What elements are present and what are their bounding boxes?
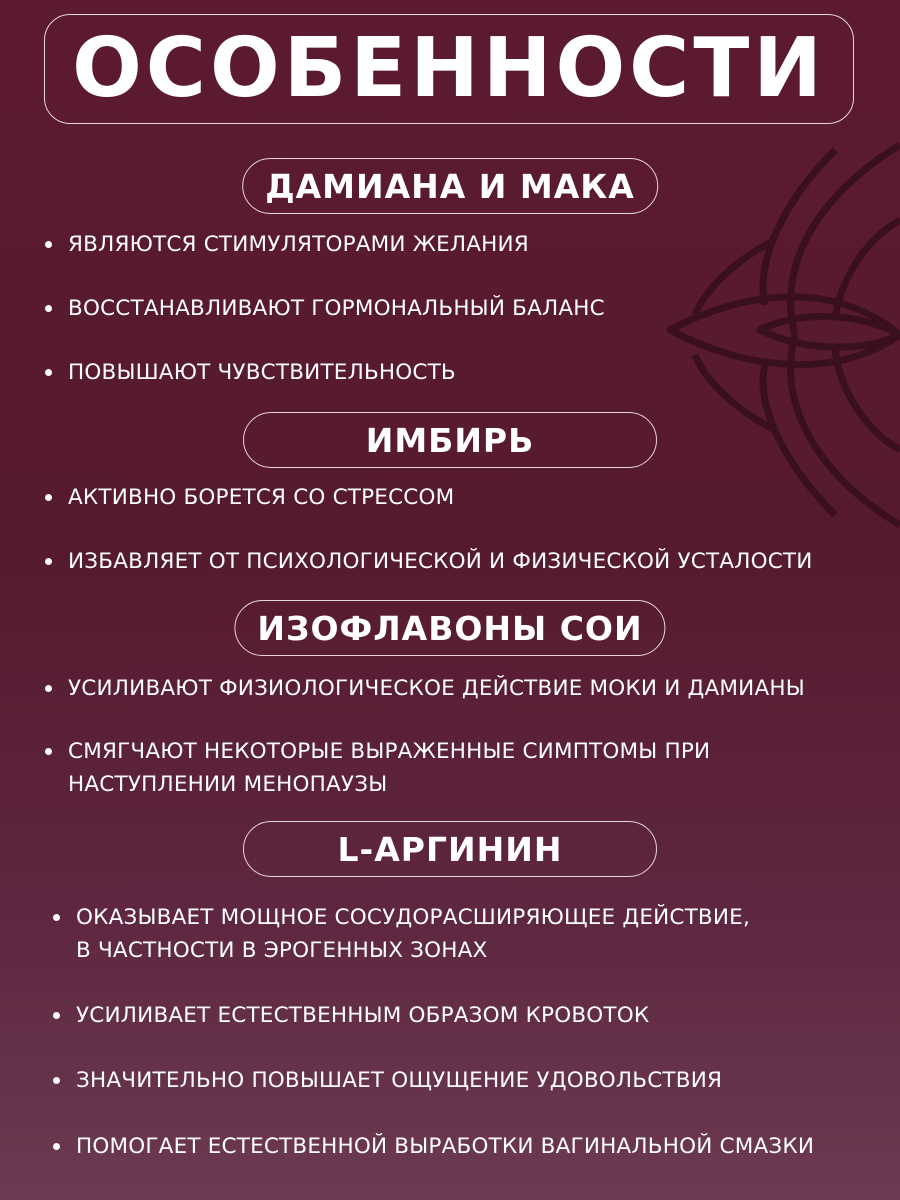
bullet-icon bbox=[45, 748, 52, 755]
bullet-icon bbox=[45, 369, 52, 376]
bullet-icon bbox=[53, 1143, 60, 1150]
bullet-icon bbox=[45, 494, 52, 501]
bullet-icon bbox=[53, 914, 60, 921]
bullet-icon bbox=[53, 1012, 60, 1019]
section-heading-damiana: ДАМИАНА И МАКА bbox=[242, 158, 658, 214]
list-item: АКТИВНО БОРЕТСЯ СО СТРЕССОМ bbox=[45, 481, 454, 514]
page-title: ОСОБЕННОСТИ bbox=[72, 21, 826, 116]
bullet-icon bbox=[45, 685, 52, 692]
bullet-icon bbox=[45, 558, 52, 565]
title-frame bbox=[44, 14, 854, 124]
section-heading-soy: ИЗОФЛАВОНЫ СОИ bbox=[234, 600, 665, 656]
bullet-icon bbox=[45, 305, 52, 312]
section-heading-ginger: ИМБИРЬ bbox=[243, 412, 657, 468]
list-item: УСИЛИВАЕТ ЕСТЕСТВЕННЫМ ОБРАЗОМ КРОВОТОК bbox=[53, 999, 649, 1032]
list-item: ПОМОГАЕТ ЕСТЕСТВЕННОЙ ВЫРАБОТКИ ВАГИНАЛЬНОЙ СМАЗКИ bbox=[53, 1130, 814, 1163]
list-item: ВОССТАНАВЛИВАЮТ ГОРМОНАЛЬНЫЙ БАЛАНС bbox=[45, 292, 605, 325]
list-item: УСИЛИВАЮТ ФИЗИОЛОГИЧЕСКОЕ ДЕЙСТВИЕ МОКИ И ДАМИАНЫ bbox=[45, 672, 805, 705]
list-item: ЯВЛЯЮТСЯ СТИМУЛЯТОРАМИ ЖЕЛАНИЯ bbox=[45, 228, 529, 261]
list-item: ПОВЫШАЮТ ЧУВСТВИТЕЛЬНОСТЬ bbox=[45, 356, 456, 389]
section-heading-arginine: L-АРГИНИН bbox=[243, 821, 657, 877]
list-item: СМЯГЧАЮТ НЕКОТОРЫЕ ВЫРАЖЕННЫЕ СИМПТОМЫ ПРИ НАСТУПЛЕНИИ МЕНОПАУЗЫ bbox=[45, 735, 710, 801]
bullet-icon bbox=[45, 241, 52, 248]
list-item: ЗНАЧИТЕЛЬНО ПОВЫШАЕТ ОЩУЩЕНИЕ УДОВОЛЬСТВИЯ bbox=[53, 1064, 722, 1097]
bullet-icon bbox=[53, 1077, 60, 1084]
lotus-icon bbox=[665, 130, 900, 530]
list-item: ИЗБАВЛЯЕТ ОТ ПСИХОЛОГИЧЕСКОЙ И ФИЗИЧЕСКОЙ УСТАЛОСТИ bbox=[45, 545, 813, 578]
list-item: ОКАЗЫВАЕТ МОЩНОЕ СОСУДОРАСШИРЯЮЩЕЕ ДЕЙСТВИЕ, В ЧАСТНОСТИ В ЭРОГЕННЫХ ЗОНАХ bbox=[53, 901, 750, 967]
